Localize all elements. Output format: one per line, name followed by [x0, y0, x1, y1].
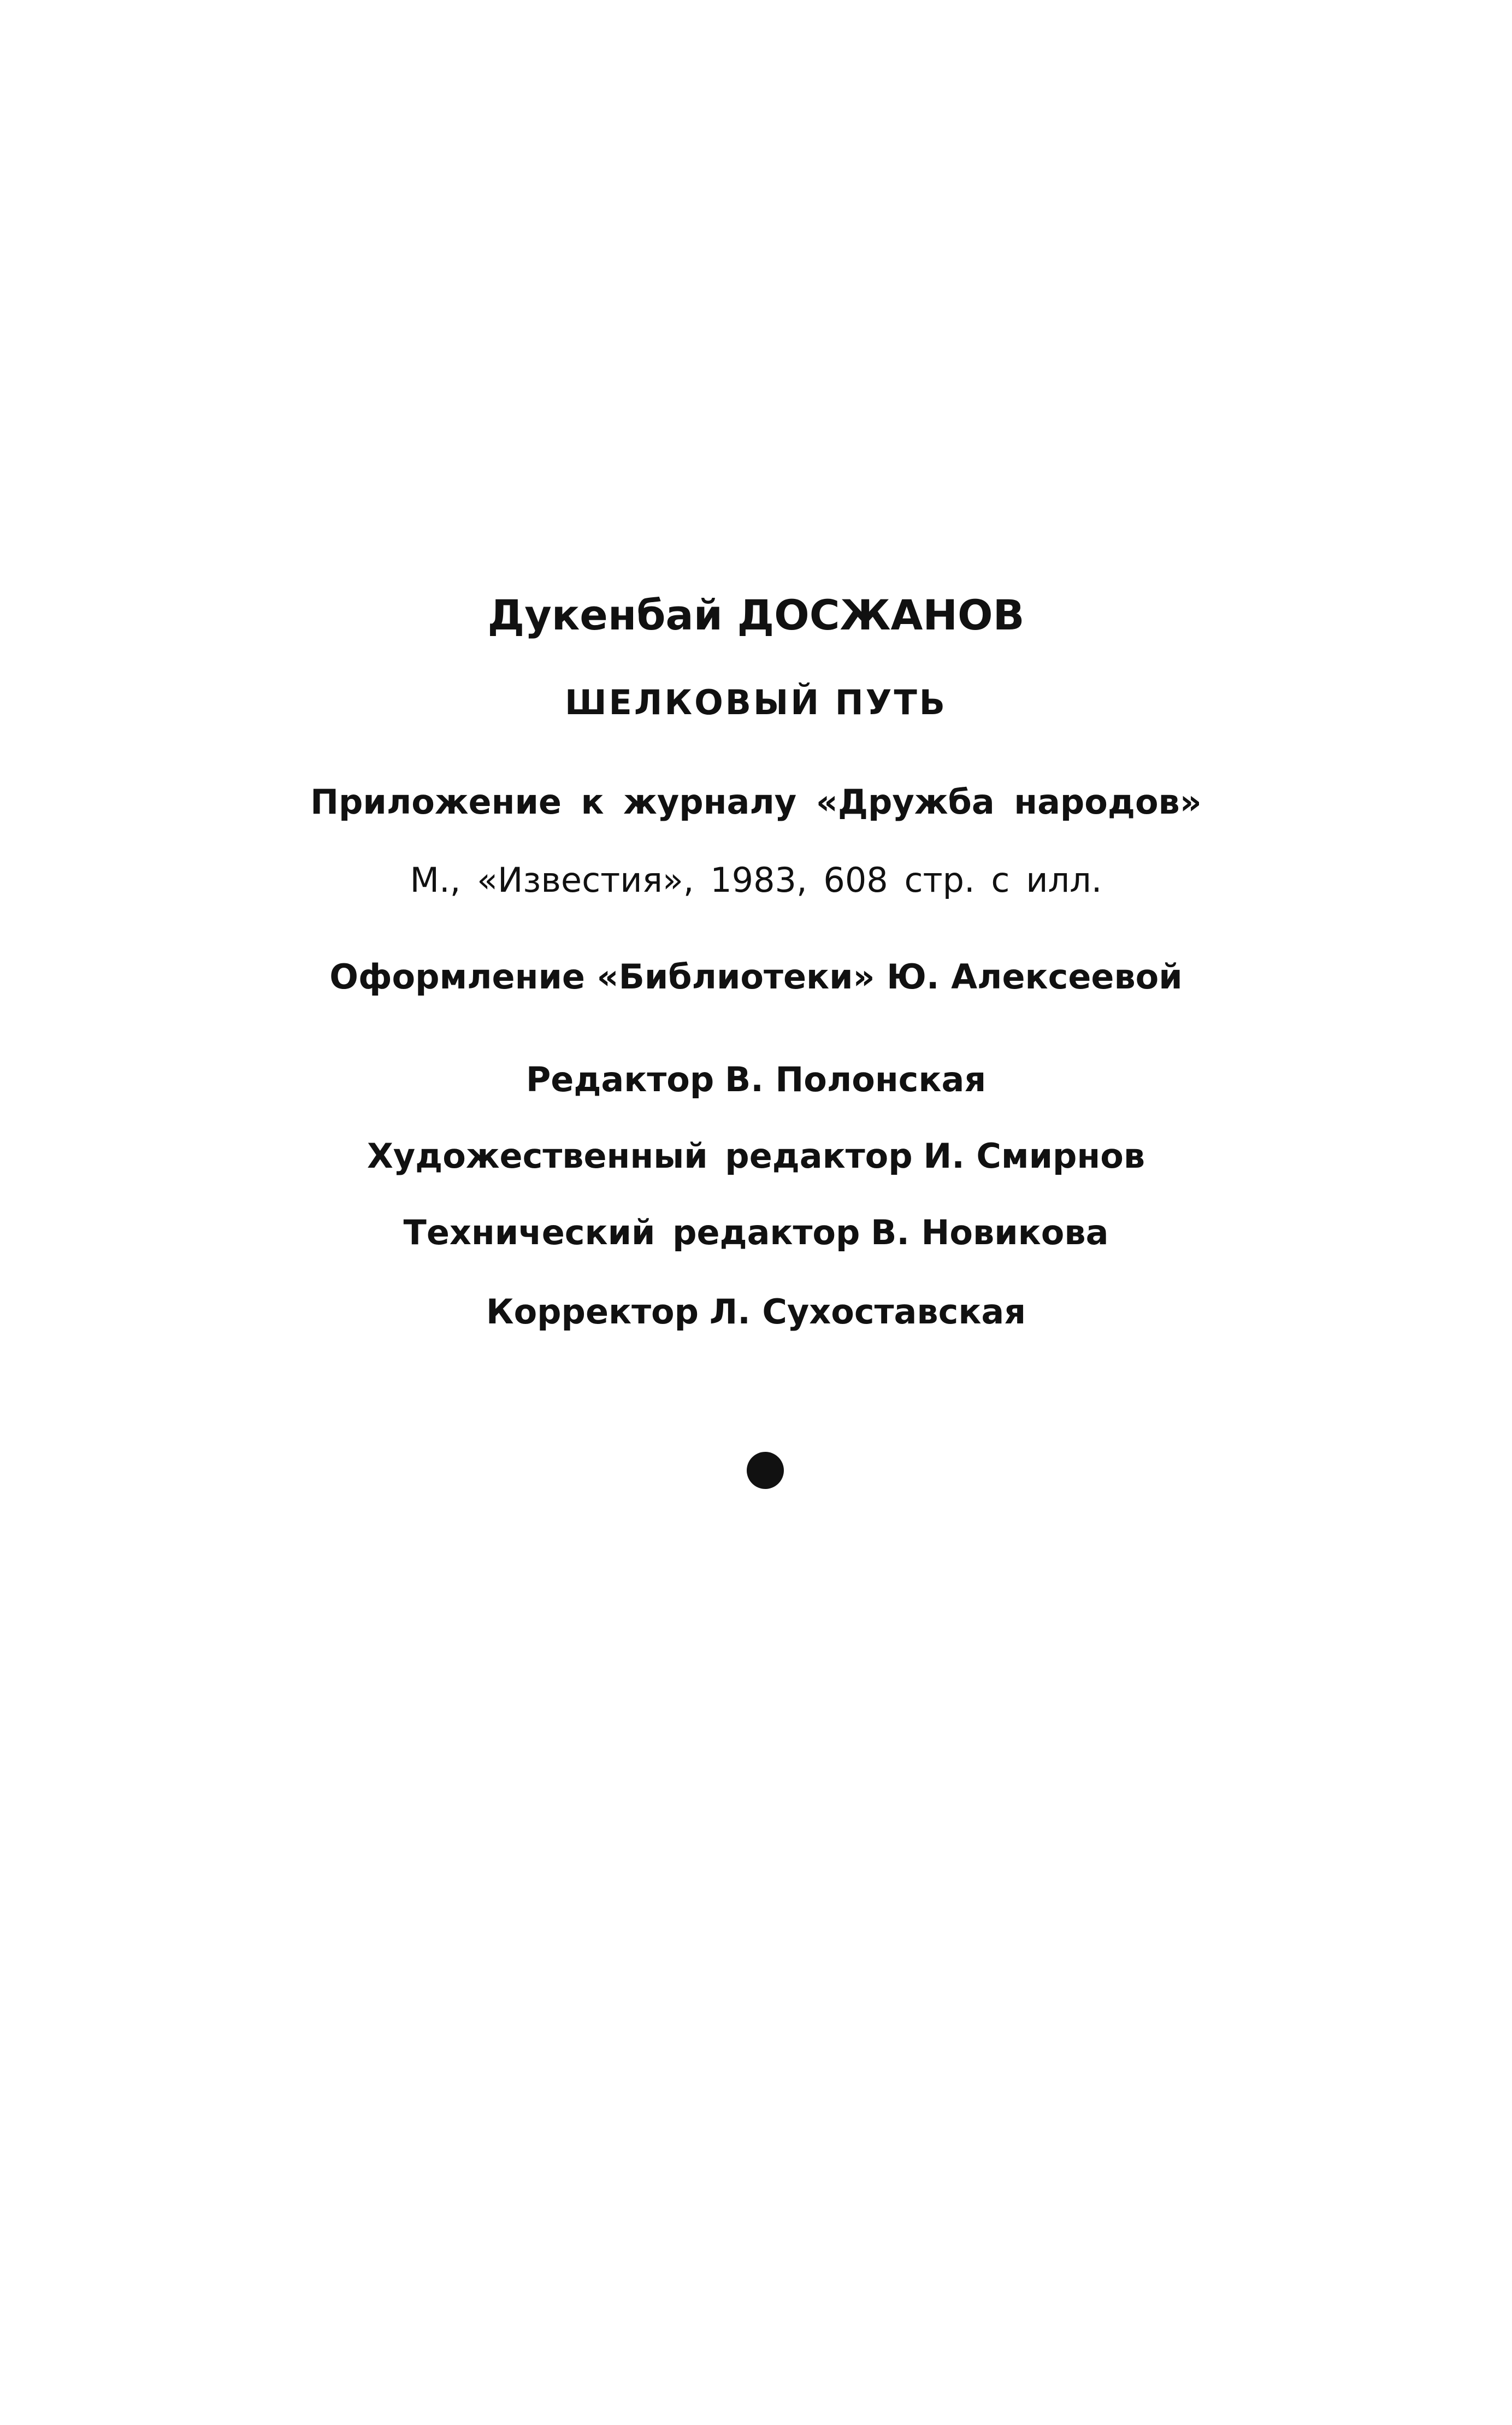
editor-role: Редактор: [525, 1060, 714, 1099]
book-title: ШЕЛКОВЫЙ ПУТЬ: [564, 682, 948, 722]
tech-editor-name: В. Новикова: [871, 1212, 1109, 1252]
art-editor-name: И. Смирнов: [923, 1136, 1145, 1176]
tech-editor-credit: [0, 1212, 1512, 1252]
design-credit: [0, 957, 1512, 997]
bullet-ornament-icon: [747, 1452, 784, 1489]
proofreader-role: Корректор: [486, 1292, 699, 1332]
editor-credit: [0, 1060, 1512, 1099]
design-name: Ю. Алексеевой: [887, 957, 1183, 997]
proofreader-name: Л. Сухоставская: [709, 1292, 1026, 1332]
imprint-line: М., «Известия», 1983, 608 стр. с илл.: [410, 860, 1102, 900]
art-editor-role: Художественный редактор: [367, 1136, 913, 1176]
author-first-name: Дукенбай: [487, 591, 723, 639]
author-last-name: ДОСЖАНОВ: [737, 591, 1025, 639]
design-role: Оформление «Библиотеки»: [329, 957, 875, 997]
editor-name: В. Полонская: [724, 1060, 987, 1099]
art-editor-credit: [0, 1136, 1512, 1176]
tech-editor-role: Технический редактор: [403, 1212, 860, 1252]
proofreader-credit: [0, 1292, 1512, 1332]
author-line: [0, 591, 1512, 639]
supplement-note: Приложение к журналу «Дружба народов»: [310, 782, 1202, 822]
